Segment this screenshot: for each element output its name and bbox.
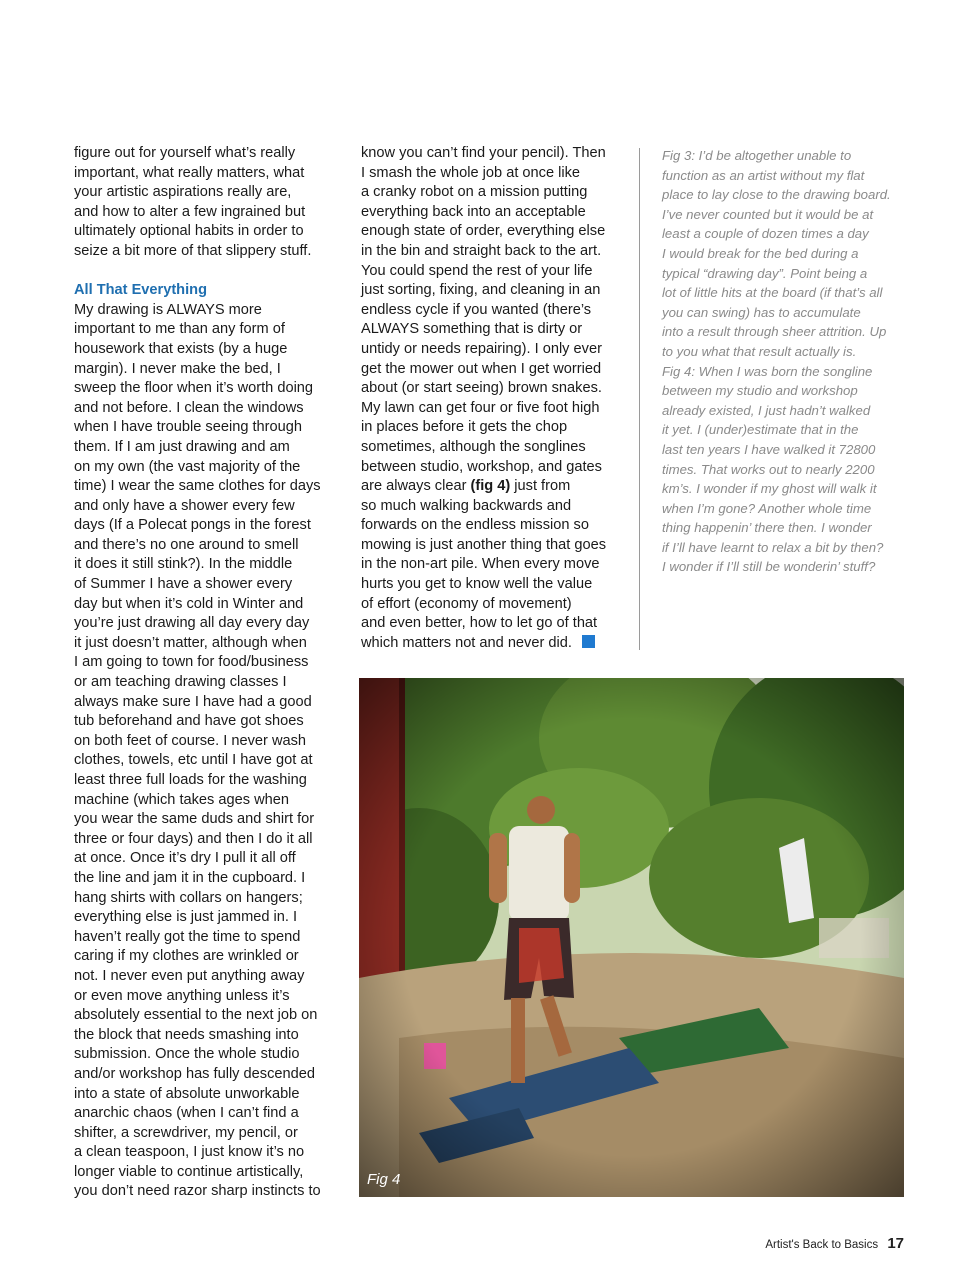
text-fragment: just from bbox=[510, 478, 571, 495]
text-line: anarchic chaos (when I can’t find a bbox=[74, 1105, 299, 1122]
caption-line: I would break for the bed during a bbox=[662, 245, 859, 261]
text-line: get the mower out when I get worried bbox=[361, 360, 602, 377]
text-line: about (or start seeing) brown snakes. bbox=[361, 380, 602, 397]
text-line: seize a bit more of that slippery stuff. bbox=[74, 242, 312, 259]
caption-line: place to lay close to the drawing board. bbox=[662, 187, 891, 203]
caption-line: lot of little hits at the board (if that’s all bbox=[662, 285, 883, 301]
figure-captions bbox=[662, 146, 902, 577]
section-heading: All That Everything bbox=[74, 282, 207, 299]
text-line: and there’s no one around to smell bbox=[74, 536, 299, 553]
figure-label: Fig 4 bbox=[367, 1171, 401, 1188]
text-line: I am going to town for food/business bbox=[74, 654, 309, 671]
text-line: between studio, workshop, and gates bbox=[361, 458, 602, 475]
text-line: My drawing is ALWAYS more bbox=[74, 301, 262, 318]
end-of-article-square-icon bbox=[582, 635, 595, 648]
caption-line: to you what that result actually is. bbox=[662, 343, 857, 359]
text-line: mowing is just another thing that goes bbox=[361, 536, 606, 553]
text-line: everything back into an acceptable bbox=[361, 203, 586, 220]
text-line: and/or workshop has fully descended bbox=[74, 1065, 315, 1082]
text-line: You could spend the rest of your life bbox=[361, 262, 593, 279]
text-line: ultimately optional habits in order to bbox=[74, 223, 304, 240]
caption-line: Fig 4: When I was born the songline bbox=[662, 363, 873, 379]
page-footer bbox=[765, 1235, 904, 1252]
text-line: it just doesn’t matter, although when bbox=[74, 634, 307, 651]
caption-line: into a result through sheer attrition. Up bbox=[662, 324, 887, 340]
text-line: hang shirts with collars on hangers; bbox=[74, 889, 303, 906]
text-line: haven’t really got the time to spend bbox=[74, 928, 301, 945]
text-line: into a state of absolute unworkable bbox=[74, 1085, 300, 1102]
text-line: on my own (the vast majority of the bbox=[74, 458, 301, 475]
text-line: figure out for yourself what’s really bbox=[74, 145, 296, 161]
caption-line: between my studio and workshop bbox=[662, 383, 858, 399]
text-line: days (If a Polecat pongs in the forest bbox=[74, 517, 311, 534]
page-number: 17 bbox=[887, 1235, 904, 1252]
text-line: your artistic aspirations really are, bbox=[74, 184, 292, 201]
caption-line: times. That works out to nearly 2200 bbox=[662, 461, 875, 477]
text-line-last bbox=[361, 634, 623, 654]
text-line: know you can’t find your pencil). Then bbox=[361, 145, 606, 161]
text-line: submission. Once the whole studio bbox=[74, 1046, 300, 1063]
text-line: a clean teaspoon, I just know it’s no bbox=[74, 1144, 305, 1161]
text-line: and only have a shower every few bbox=[74, 497, 295, 514]
text-line-with-figure-ref bbox=[361, 477, 623, 497]
caption-line: km’s. I wonder if my ghost will walk it bbox=[662, 481, 877, 497]
text-line: longer viable to continue artistically, bbox=[74, 1163, 304, 1180]
text-line: just sorting, fixing, and cleaning in an bbox=[361, 282, 601, 299]
paragraph-spacer bbox=[74, 262, 344, 282]
text-line: endless cycle if you wanted (there’s bbox=[361, 301, 592, 318]
text-line: or even move anything unless it’s bbox=[74, 987, 290, 1004]
footer-title: Artist's Back to Basics bbox=[765, 1239, 879, 1251]
text-line: three or four days) and then I do it all bbox=[74, 830, 313, 847]
figure-reference: (fig 4) bbox=[470, 478, 511, 495]
caption-line: last ten years I have walked it 72800 bbox=[662, 441, 876, 457]
text-line: on both feet of course. I never wash bbox=[74, 732, 307, 749]
caption-line: it yet. I (under)estimate that in the bbox=[662, 422, 859, 438]
text-line: caring if my clothes are wrinkled or bbox=[74, 948, 299, 965]
text-line: in the non-art pile. When every move bbox=[361, 556, 600, 573]
text-line: clothes, towels, etc until I have got at bbox=[74, 752, 313, 769]
fig4-photo bbox=[359, 678, 904, 1197]
text-line: sweep the floor when it’s worth doing bbox=[74, 380, 314, 397]
text-line: ALWAYS something that is dirty or bbox=[361, 321, 583, 338]
caption-line: if I’ll have learnt to relax a bit by then? bbox=[662, 539, 884, 555]
text-line: it does it still stink?). In the middle bbox=[74, 556, 293, 573]
text-line: day but when it’s cold in Winter and bbox=[74, 595, 304, 612]
text-line: forwards on the endless mission so bbox=[361, 517, 589, 534]
text-fragment: are always clear bbox=[361, 478, 471, 495]
text-line: enough state of order, everything else bbox=[361, 223, 606, 240]
text-line: time) I wear the same clothes for days bbox=[74, 478, 321, 495]
caption-line: least a couple of dozen times a day bbox=[662, 226, 869, 242]
caption-line: I’ve never counted but it would be at bbox=[662, 206, 874, 222]
text-line: in places before it gets the chop bbox=[361, 419, 568, 436]
text-line: of Summer I have a shower every bbox=[74, 576, 293, 593]
text-line: My lawn can get four or five foot high bbox=[361, 399, 600, 416]
text-line: machine (which takes ages when bbox=[74, 791, 289, 808]
caption-line: Fig 3: I’d be altogether unable to bbox=[662, 148, 852, 163]
text-line: absolutely essential to the next job on bbox=[74, 1007, 318, 1024]
text-line: you wear the same duds and shirt for bbox=[74, 811, 315, 828]
text-line: not. I never even put anything away bbox=[74, 967, 305, 984]
caption-line: when I’m gone? Another whole time bbox=[662, 500, 872, 516]
text-line: housework that exists (by a huge bbox=[74, 340, 288, 357]
text-line: them. If I am just drawing and am bbox=[74, 438, 290, 455]
text-line: at once. Once it’s dry I pull it all off bbox=[74, 850, 296, 867]
text-line: a cranky robot on a mission putting bbox=[361, 184, 588, 201]
text-line: and even better, how to let go of that bbox=[361, 615, 598, 632]
caption-line: you can swing) has to accumulate bbox=[662, 304, 861, 320]
text-line: or am teaching drawing classes I bbox=[74, 674, 287, 691]
text-line: and not before. I clean the windows bbox=[74, 399, 304, 416]
text-fragment: which matters not and never did. bbox=[361, 634, 572, 651]
text-line: always make sure I have had a good bbox=[74, 693, 312, 710]
text-line: hurts you get to know well the value bbox=[361, 576, 593, 593]
text-line: important to me than any form of bbox=[74, 321, 285, 338]
text-line: least three full loads for the washing bbox=[74, 772, 307, 788]
garden-path-illustration bbox=[359, 678, 904, 1197]
caption-line: thing happenin’ there then. I wonder bbox=[662, 520, 872, 536]
text-line: so much walking backwards and bbox=[361, 497, 572, 514]
text-line: the line and jam it in the cupboard. I bbox=[74, 869, 306, 886]
text-line: and how to alter a few ingrained but bbox=[74, 203, 306, 220]
text-line: margin). I never make the bed, I bbox=[74, 360, 281, 377]
caption-line: already existed, I just hadn’t walked bbox=[662, 402, 871, 418]
text-line: shifter, a screwdriver, my pencil, or bbox=[74, 1124, 298, 1141]
text-line: in the bin and straight back to the art. bbox=[361, 242, 602, 259]
caption-line: typical “drawing day”. Point being a bbox=[662, 265, 868, 281]
text-line: tub beforehand and have got shoes bbox=[74, 713, 304, 730]
text-line: I smash the whole job at once like bbox=[361, 164, 581, 181]
text-line: the block that needs smashing into bbox=[74, 1026, 299, 1043]
text-line: you’re just drawing all day every day bbox=[74, 615, 310, 632]
text-line: everything else is just jammed in. I bbox=[74, 909, 298, 926]
text-line: you don’t need razor sharp instincts to bbox=[74, 1183, 321, 1200]
column-divider bbox=[639, 148, 640, 650]
column-1 bbox=[74, 144, 344, 1202]
caption-line: function as an artist without my flat bbox=[662, 167, 865, 183]
text-line: when I have trouble seeing through bbox=[74, 419, 302, 436]
text-line: untidy or needs repairing). I only ever bbox=[361, 340, 602, 357]
caption-line: I wonder if I’ll still be wonderin’ stuff? bbox=[662, 559, 876, 575]
text-line: of effort (economy of movement) bbox=[361, 595, 572, 612]
column-2 bbox=[361, 144, 623, 653]
text-line: sometimes, although the songlines bbox=[361, 438, 586, 455]
text-line: important, what really matters, what bbox=[74, 164, 305, 181]
